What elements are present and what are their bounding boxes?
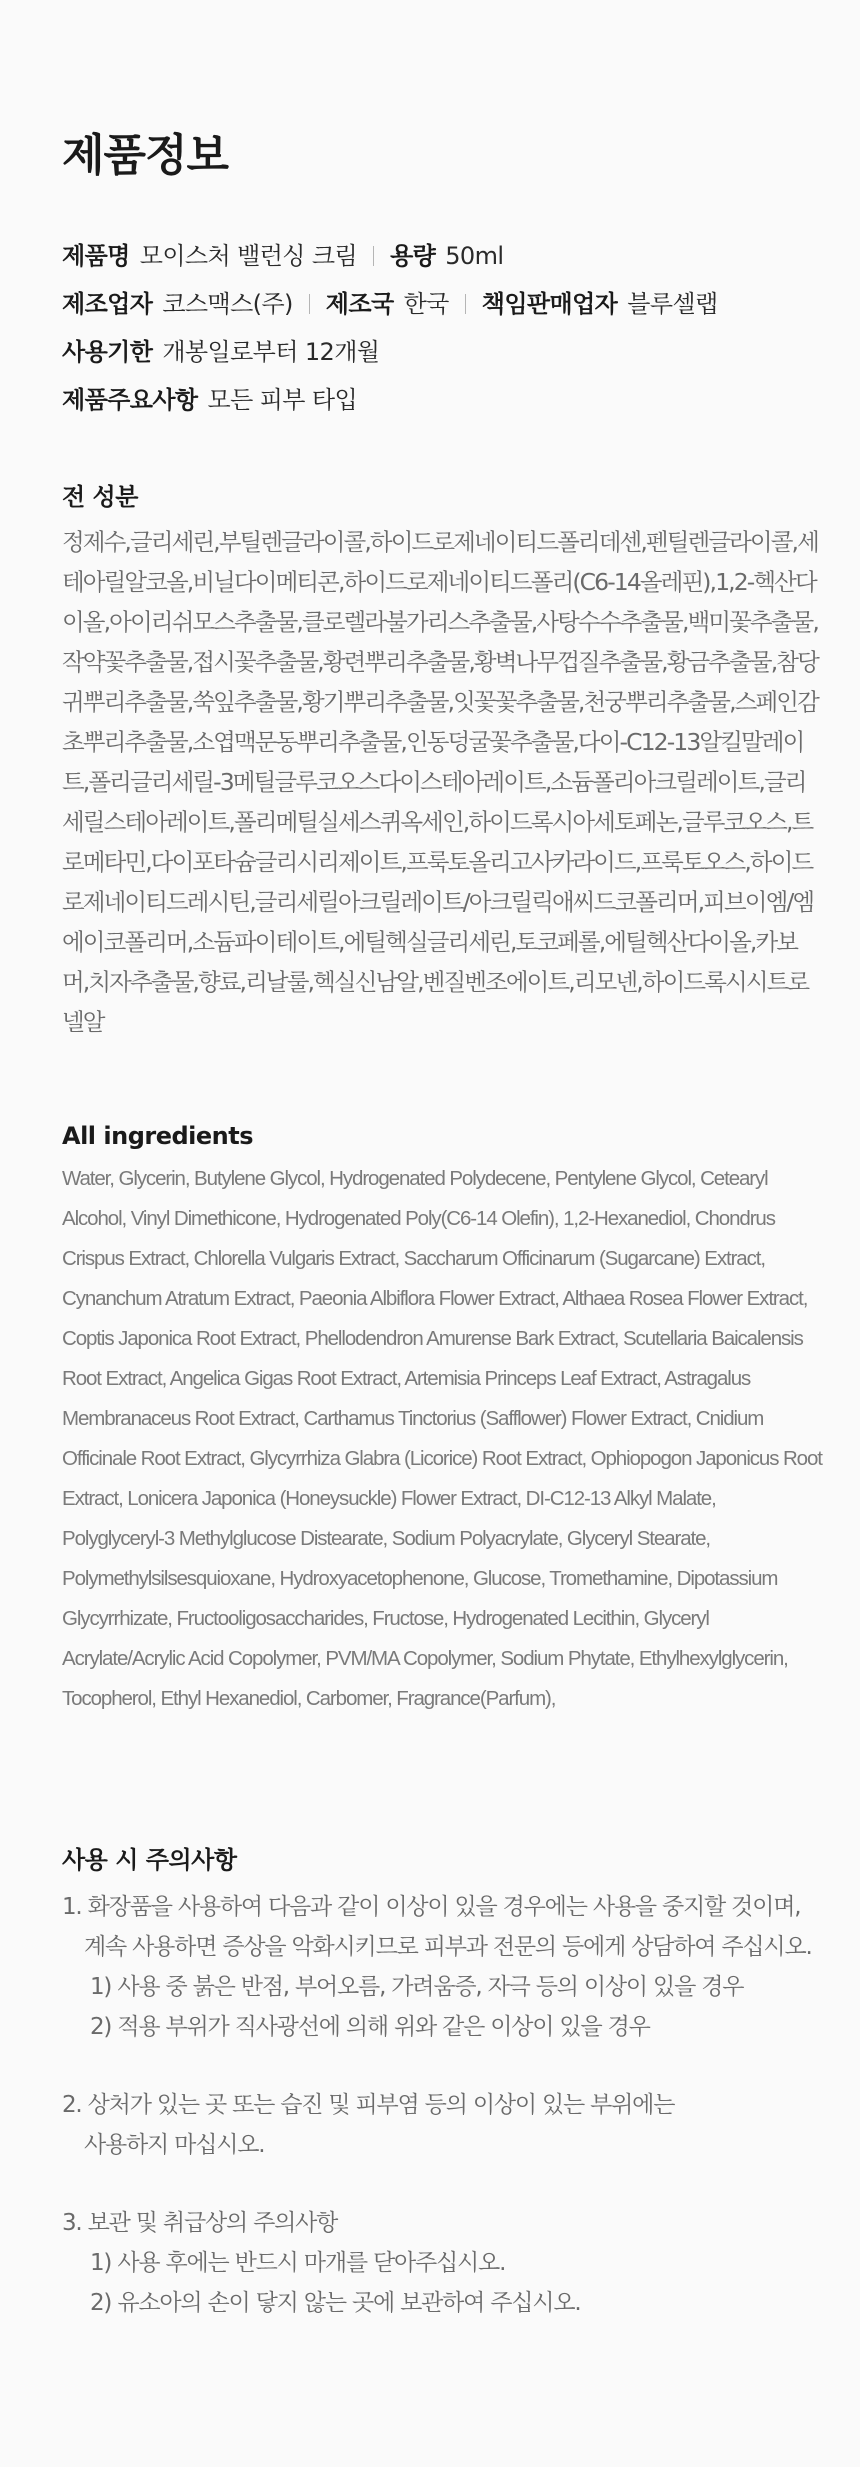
caution-list <box>62 1887 842 2323</box>
country-value: 한국 <box>403 290 449 318</box>
caution-item-2-cont: 사용하지 마십시오. <box>84 2132 265 2158</box>
divider <box>309 294 310 314</box>
country-label: 제조국 <box>325 290 394 318</box>
divider <box>465 294 466 314</box>
info-row-name-volume <box>62 232 822 280</box>
expiry-value: 개봉일로부터 12개월 <box>162 338 380 366</box>
ingredients-korean-title: 전 성분 <box>62 483 138 511</box>
caution-section <box>62 1843 842 2323</box>
caution-item-1-sub-2: 2) 적용 부위가 직사광선에 의해 위와 같은 이상이 있을 경우 <box>90 2014 650 2040</box>
info-row-expiry <box>62 328 822 376</box>
expiry-label: 사용기한 <box>62 338 153 366</box>
ingredients-korean-text: 정제수,글리세린,부틸렌글라이콜,하이드로제네이티드폴리데센,펜틸렌글라이콜,세테아릴알코올,비닐다이메티콘,하이드로제네이티드폴리(C6-14올레핀),1,2-헥산다이올,아이리쉬모스추출물,클로렐라불가리스추출물,사탕수수추출물,백미꽃추출물,작약꽃추출물,접시꽃추출물,황련뿌리추출물,황벽나무껍질추출물,황금추출물,참당귀뿌리추출물,쑥잎추출물,황기뿌리추출물,잇꽃꽃추출물,천궁뿌리추출물,스페인감초뿌리추출물,소엽맥문동뿌리추출물,인동덩굴꽃추출물,다이-C12-13알킬말레이트,폴리글리세릴-3메틸글루코오스다이스테아레이트,소듐폴리아크릴레이트,글리세릴스테아레이트,폴리메틸실세스퀴옥세인,하이드록시아세토페논,글루코오스,트로메타민,다이포타슘글리시리제이트,프룩토올리고사카라이드,프룩토오스,하이드로제네이티드레시틴,글리세릴아크릴레이트/아크릴릭애씨드코폴리머,피브이엠/엠에이코폴리머,소듐파이테이트,에틸헥실글리세린,토코페롤,에틸헥산다이올,카보머,치자추출물,향료,리날룰,헥실신남알,벤질벤조에이트,리모넨,하이드록시시트로넬알 <box>62 528 818 1036</box>
product-name-value: 모이스처 밸런싱 크림 <box>139 242 358 270</box>
spec-value: 모든 피부 타입 <box>207 386 358 414</box>
caution-item-2: 2. 상처가 있는 곳 또는 습진 및 피부염 등의 이상이 있는 부위에는 <box>62 2092 675 2118</box>
ingredients-english-title: All ingredients <box>62 1122 254 1150</box>
info-row-maker <box>62 280 822 328</box>
volume-value: 50ml <box>445 242 504 270</box>
product-name-label: 제품명 <box>62 242 130 270</box>
caution-item-1-cont: 계속 사용하면 증상을 악화시키므로 피부과 전문의 등에게 상담하여 주십시오. <box>84 1934 812 1960</box>
info-row-spec <box>62 376 822 424</box>
spec-label: 제품주요사항 <box>62 386 198 414</box>
caution-item-3-sub-1: 1) 사용 후에는 반드시 마개를 닫아주십시오. <box>90 2250 506 2276</box>
ingredients-english-section <box>62 1119 822 1719</box>
volume-label: 용량 <box>390 242 436 270</box>
divider <box>373 246 374 266</box>
caution-item-1: 1. 화장품을 사용하여 다음과 같이 이상이 있을 경우에는 사용을 중지할 것이며, <box>62 1894 801 1920</box>
ingredients-english-text: Water, Glycerin, Butylene Glycol, Hydrogenated Polydecene, Pentylene Glycol, Cetearyl Alcohol, Vinyl Dimethicone, Hydrogenated Poly(C6-14 Olefin), 1,2-Hexanediol, Chondrus Crispus Extract, Chlorella Vulgaris Extract, Saccharum Officinarum (Sugarcane) Extract, Cynanchum Atratum Extract, Paeonia Albiflora Flower Extract, Althaea Rosea Flower Extract, Coptis Japonica Root Extract, Phellodendron Amurense Bark Extract, Scutellaria Baicalensis Root Extract, Angelica Gigas Root Extract, Artemisia Princeps Leaf Extract, Astragalus Membranaceus Root Extract, Carthamus Tinctorius (Safflower) Flower Extract, Cnidium Officinale Root Extract, Glycyrrhiza Glabra (Licorice) Root Extract, Ophiopogon Japonicus Root Extract, Lonicera Japonica (Honeysuckle) Flower Extract, DI-C12-13 Alkyl Malate, Polyglyceryl-3 Methylglucose Distearate, Sodium Polyacrylate, Glyceryl Stearate, Polymethylsilsesquioxane, Hydroxyacetophenone, Glucose, Tromethamine, Dipotassium Glycyrrhizate, Fructooligosaccharides, Fructose, Hydrogenated Lecithin, Glyceryl Acrylate/Acrylic Acid Copolymer, PVM/MA Copolymer, Sodium Phytate, Ethylhexylglycerin, Tocopherol, Ethyl Hexanediol, Carbomer, Fragrance(Parfum), <box>62 1167 822 1710</box>
ingredients-korean-section <box>62 480 822 1042</box>
caution-title: 사용 시 주의사항 <box>62 1846 237 1874</box>
maker-value: 코스맥스(주) <box>162 290 293 318</box>
caution-item-1-sub-1: 1) 사용 중 붉은 반점, 부어오름, 가려움증, 자극 등의 이상이 있을 경우 <box>90 1974 744 2000</box>
page-title: 제품정보 <box>62 130 229 181</box>
caution-item-3: 3. 보관 및 취급상의 주의사항 <box>62 2210 338 2236</box>
caution-item-3-sub-2: 2) 유소아의 손이 닿지 않는 곳에 보관하여 주십시오. <box>90 2290 581 2316</box>
seller-value: 블루셀랩 <box>627 290 718 318</box>
product-info-block <box>62 232 822 424</box>
seller-label: 책임판매업자 <box>481 290 618 318</box>
maker-label: 제조업자 <box>62 290 153 318</box>
